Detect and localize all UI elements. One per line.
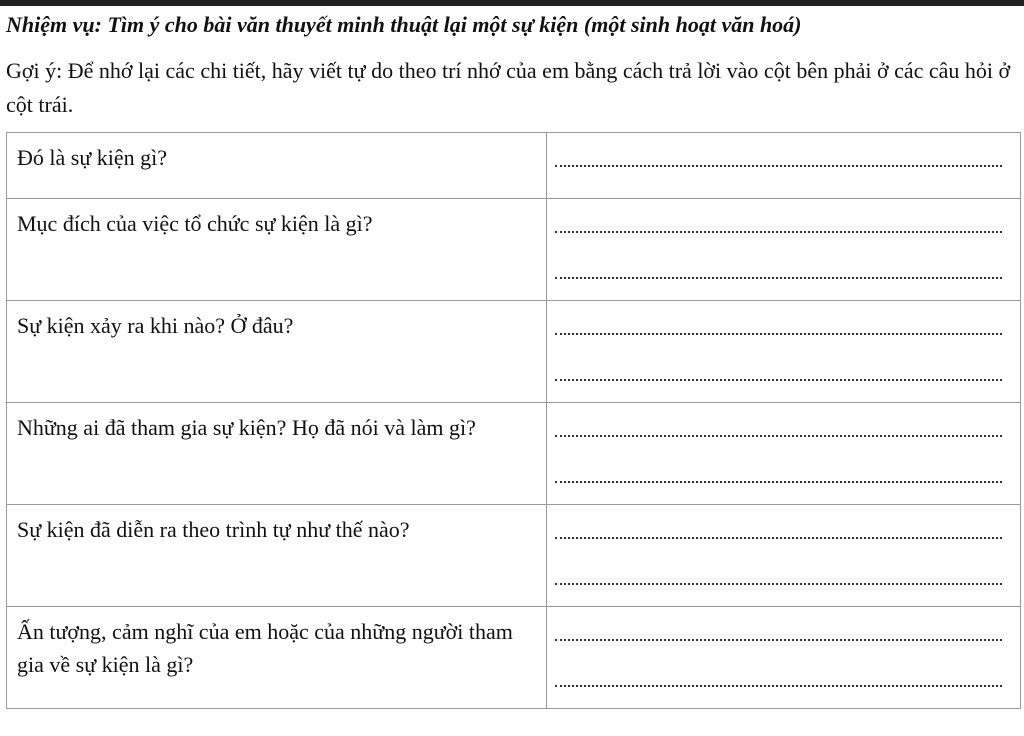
question-answer-table bbox=[6, 132, 1021, 709]
task-title: Nhiệm vụ: Tìm ý cho bài văn thuyết minh thuật lại một sự kiện (một sinh hoạt văn hoá) bbox=[6, 12, 802, 37]
answer-dotted-line bbox=[555, 433, 1002, 437]
table-row bbox=[7, 607, 1021, 709]
answer-dotted-line bbox=[555, 377, 1002, 381]
question-cell: Ấn tượng, cảm nghĩ của em hoặc của những người tham gia về sự kiện là gì? bbox=[7, 607, 547, 709]
question-cell: Sự kiện xảy ra khi nào? Ở đâu? bbox=[7, 301, 547, 403]
question-cell: Mục đích của việc tổ chức sự kiện là gì? bbox=[7, 199, 547, 301]
answer-cell[interactable] bbox=[547, 133, 1021, 199]
question-cell: Những ai đã tham gia sự kiện? Họ đã nói và làm gì? bbox=[7, 403, 547, 505]
answer-dotted-line bbox=[555, 275, 1002, 279]
answer-dotted-line bbox=[555, 479, 1002, 483]
answer-dotted-line bbox=[555, 535, 1002, 539]
answer-cell[interactable] bbox=[547, 505, 1021, 607]
question-cell: Đó là sự kiện gì? bbox=[7, 133, 547, 199]
answer-cell[interactable] bbox=[547, 301, 1021, 403]
top-border-bar bbox=[0, 0, 1024, 6]
answer-cell[interactable] bbox=[547, 199, 1021, 301]
table-row bbox=[7, 505, 1021, 607]
table-row bbox=[7, 199, 1021, 301]
answer-dotted-line bbox=[555, 581, 1002, 585]
hint-text: Gợi ý: Để nhớ lại các chi tiết, hãy viết tự do theo trí nhớ của em bằng cách trả lời vào cột bên phải ở các câu hỏi ở cột trái. bbox=[6, 58, 1011, 117]
answer-dotted-line bbox=[555, 683, 1002, 687]
table-row bbox=[7, 133, 1021, 199]
answer-dotted-line bbox=[555, 163, 1002, 167]
question-cell: Sự kiện đã diễn ra theo trình tự như thế nào? bbox=[7, 505, 547, 607]
answer-cell[interactable] bbox=[547, 403, 1021, 505]
table-row bbox=[7, 403, 1021, 505]
table-row bbox=[7, 301, 1021, 403]
answer-dotted-line bbox=[555, 637, 1002, 641]
answer-dotted-line bbox=[555, 331, 1002, 335]
answer-cell[interactable] bbox=[547, 607, 1021, 709]
answer-dotted-line bbox=[555, 229, 1002, 233]
